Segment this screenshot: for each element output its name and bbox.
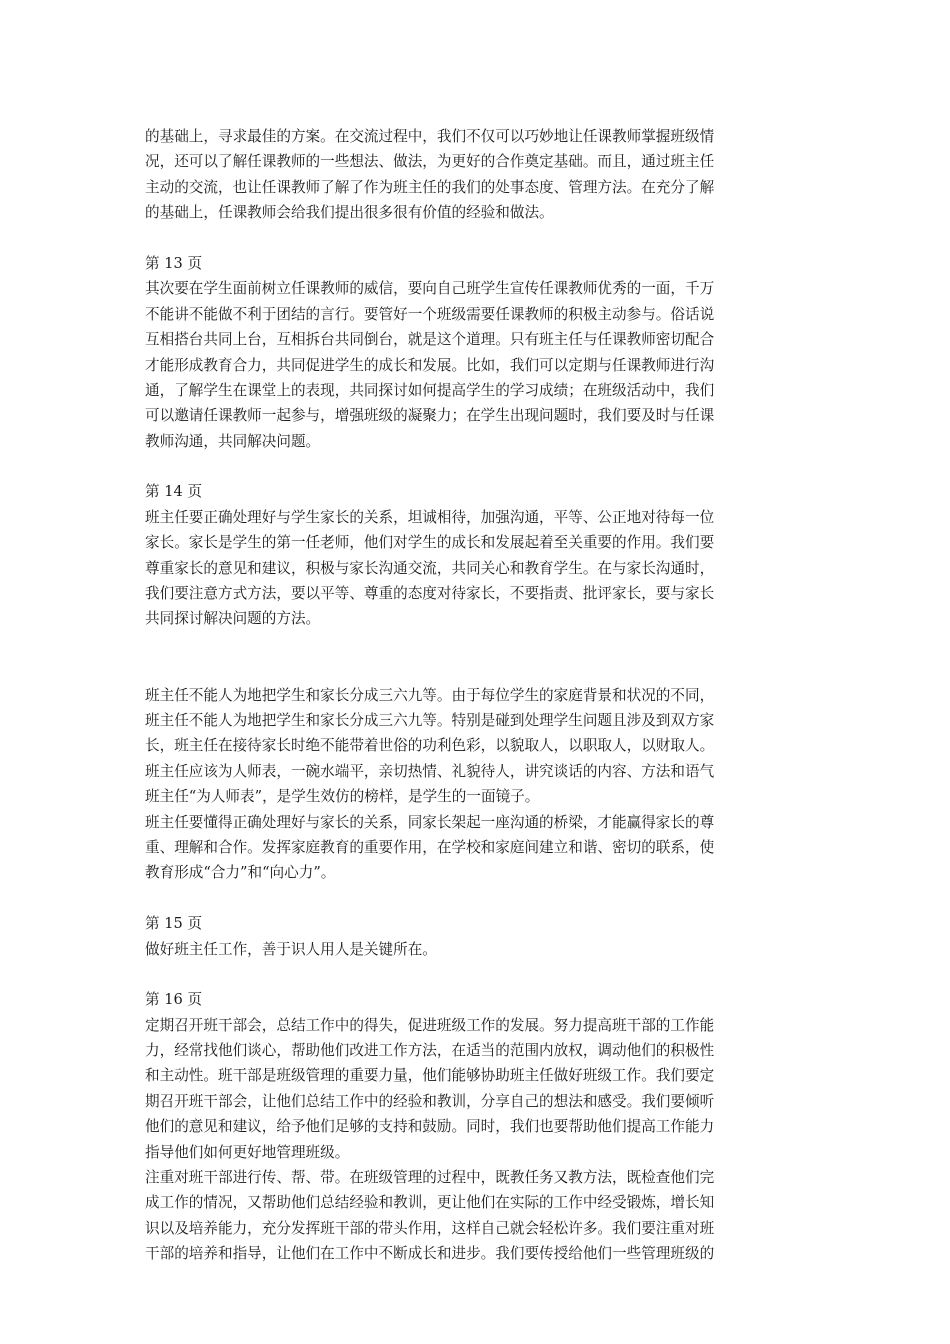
text-line: 班主任要懂得正确处理好与家长的关系，同家长架起一座沟通的桥梁，才能赢得家长的尊 (145, 813, 715, 831)
text-line: 干部的培养和指导，让他们在工作中不断成长和进步。我们要传授给他们一些管理班级的 (145, 1245, 715, 1263)
paragraph-spacer (145, 226, 810, 251)
text-line: 其次要在学生面前树立任课教师的威信，要向自己班学生宣传任课教师优秀的一面，千万 (145, 280, 715, 298)
text-line: 重、理解和合作。发挥家庭教育的重要作用，在学校和家庭间建立和谐、密切的联系，使 (145, 838, 715, 856)
paragraph-spacer (145, 886, 810, 911)
text-line: 可以邀请任课教师一起参与，增强班级的凝聚力；在学生出现问题时，我们要及时与任课 (145, 407, 715, 425)
paragraph-spacer (145, 454, 810, 479)
text-line: 力，经常找他们谈心，帮助他们改进工作方法，在适当的范围内放权，调动他们的积极性 (145, 1042, 715, 1060)
paragraph (145, 276, 810, 454)
page-number-marker: 第 14 页 (145, 483, 203, 501)
text-line: 主动的交流，也让任课教师了解了作为班主任的我们的处事态度、管理方法。在充分了解 (145, 178, 715, 196)
text-line: 班主任应该为人师表，一碗水端平，亲切热情、礼貌待人，讲究谈话的内容、方法和语气 (145, 762, 715, 780)
text-line: 和主动性。班干部是班级管理的重要力量，他们能够协助班主任做好班级工作。我们要定 (145, 1067, 715, 1085)
text-line: 班主任“为人师表”，是学生效仿的榜样，是学生的一面镜子。 (145, 788, 540, 806)
text-line: 班主任不能人为地把学生和家长分成三六九等。由于每位学生的家庭背景和状况的不同， (145, 686, 715, 704)
text-line: 互相搭台共同上台，互相拆台共同倒台，就是这个道理。只有班主任与任课教师密切配合 (145, 331, 715, 349)
text-line: 识以及培养能力，充分发挥班干部的带头作用，这样自己就会轻松许多。我们要注重对班 (145, 1219, 715, 1237)
text-line: 做好班主任工作，善于识人用人是关键所在。 (145, 940, 437, 958)
paragraph-spacer (145, 962, 810, 987)
paragraph (145, 683, 810, 886)
paragraph (145, 505, 810, 632)
text-line: 家长。家长是学生的第一任老师，他们对学生的成长和发展起着至关重要的作用。我们要 (145, 534, 715, 552)
text-line: 班主任不能人为地把学生和家长分成三六九等。特别是碰到处理学生问题且涉及到双方家 (145, 711, 715, 729)
text-line: 教育形成“合力”和“向心力”。 (145, 864, 336, 882)
text-line: 他们的意见和建议，给予他们足够的支持和鼓励。同时，我们也要帮助他们提高工作能力 (145, 1118, 715, 1136)
text-line: 班主任要正确处理好与学生家长的关系，坦诚相待，加强沟通，平等、公正地对待每一位 (145, 508, 715, 526)
text-line: 不能讲不能做不利于团结的言行。要管好一个班级需要任课教师的积极主动参与。俗话说 (145, 305, 715, 323)
text-line: 我们要注意方式方法，要以平等、尊重的态度对待家长，不要指责、批评家长，要与家长 (145, 585, 715, 603)
text-line: 的基础上，寻求最佳的方案。在交流过程中，我们不仅可以巧妙地让任课教师掌握班级情 (145, 128, 715, 145)
text-line: 共同探讨解决问题的方法。 (145, 610, 321, 628)
text-line: 尊重家长的意见和建议，积极与家长沟通交流，共同关心和教育学生。在与家长沟通时， (145, 559, 715, 577)
text-line: 通，了解学生在课堂上的表现，共同探讨如何提高学生的学习成绩；在班级活动中，我们 (145, 381, 715, 399)
paragraph (145, 1013, 810, 1267)
text-line: 才能形成教育合力，共同促进学生的成长和发展。比如，我们可以定期与任课教师进行沟 (145, 356, 715, 374)
text-line: 况，还可以了解任课教师的一些想法、做法，为更好的合作奠定基础。而且，通过班主任 (145, 153, 715, 171)
text-line: 定期召开班干部会，总结工作中的得失，促进班级工作的发展。努力提高班干部的工作能 (145, 1016, 715, 1034)
text-line: 成工作的情况，又帮助他们总结经验和教训，更让他们在实际的工作中经受锻炼，增长知 (145, 1194, 715, 1212)
page-number-marker: 第 13 页 (145, 254, 203, 272)
page-number-marker: 第 15 页 (145, 915, 203, 933)
paragraph-spacer (145, 657, 810, 682)
text-line: 注重对班干部进行传、帮、带。在班级管理的过程中，既教任务又教方法，既检查他们完 (145, 1169, 715, 1187)
paragraph-spacer (145, 632, 810, 657)
page-number-marker: 第 16 页 (145, 991, 203, 1009)
text-line: 长，班主任在接待家长时绝不能带着世俗的功利色彩，以貌取人，以职取人，以财取人。 (145, 737, 715, 755)
paragraph (145, 937, 810, 962)
document-page (145, 124, 810, 1267)
paragraph (145, 124, 810, 226)
text-line: 教师沟通，共同解决问题。 (145, 432, 321, 450)
text-line: 期召开班干部会，让他们总结工作中的经验和教训，分享自己的想法和感受。我们要倾听 (145, 1092, 715, 1110)
text-line: 指导他们如何更好地管理班级。 (145, 1143, 350, 1161)
text-line: 的基础上，任课教师会给我们提出很多很有价值的经验和做法。 (145, 204, 554, 222)
